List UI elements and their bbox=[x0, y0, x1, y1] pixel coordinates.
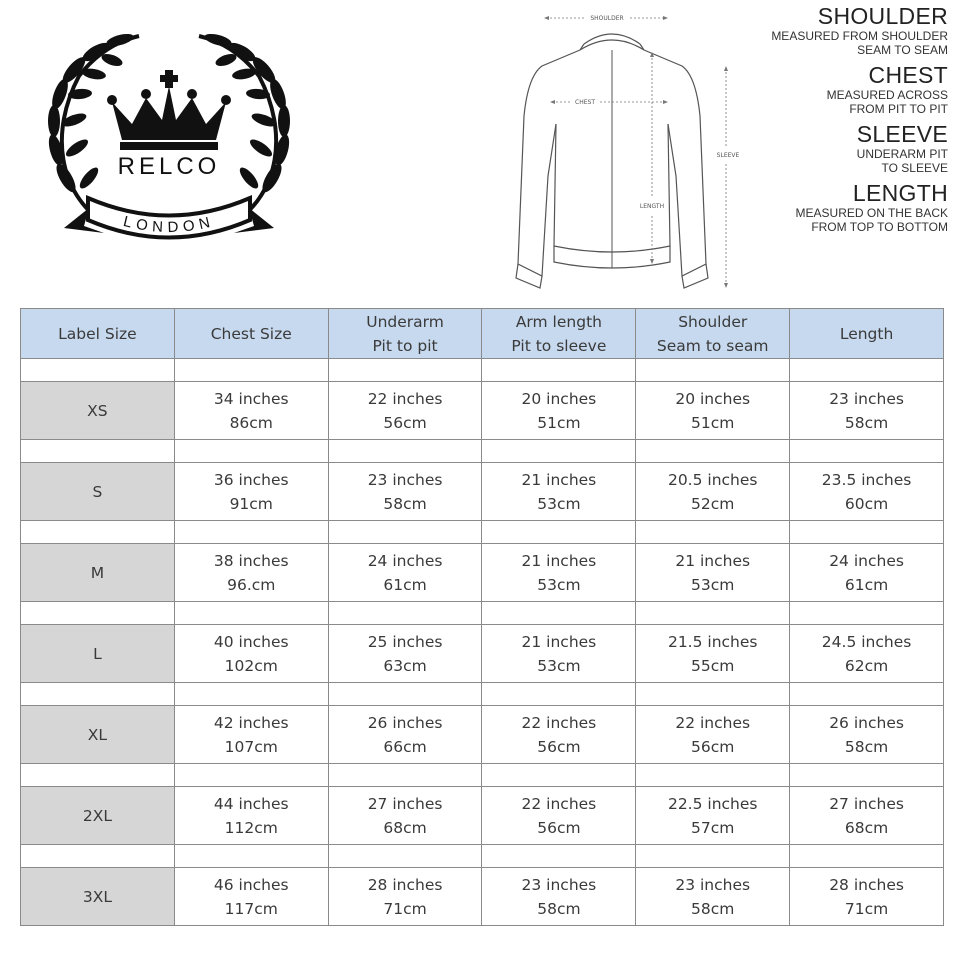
inches-value: 23.5 inches bbox=[821, 470, 912, 489]
measurement-cell bbox=[328, 463, 482, 521]
inches-value: 27 inches bbox=[829, 794, 904, 813]
spacer-cell bbox=[328, 359, 482, 382]
legend-title: SLEEVE bbox=[856, 121, 948, 147]
measurement-cell bbox=[174, 544, 328, 602]
brand-name: RELCO bbox=[117, 153, 221, 180]
spacer-cell bbox=[328, 440, 482, 463]
cm-value: 53cm bbox=[537, 575, 581, 594]
cm-value: 86cm bbox=[229, 413, 273, 432]
spacer-cell bbox=[790, 359, 944, 382]
diagram-chest-label: CHEST bbox=[575, 99, 595, 106]
spacer-cell bbox=[482, 602, 636, 625]
header-shoulder: Shoulder Seam to seam bbox=[636, 309, 790, 359]
spacer-cell bbox=[636, 521, 790, 544]
inches-value: 22 inches bbox=[367, 389, 443, 408]
measurement-cell bbox=[174, 706, 328, 764]
inches-value: 21 inches bbox=[521, 551, 597, 570]
measurement-cell bbox=[482, 787, 636, 845]
measurement-cell bbox=[174, 625, 328, 683]
inches-value: 23 inches bbox=[675, 875, 751, 894]
measurement-cell bbox=[790, 787, 944, 845]
measurement-cell bbox=[790, 868, 944, 926]
diagram-length-label: LENGTH bbox=[639, 203, 665, 210]
cm-value: 71cm bbox=[844, 899, 889, 918]
cm-value: 117cm bbox=[224, 899, 278, 918]
inches-value: 22 inches bbox=[521, 794, 597, 813]
spacer-cell bbox=[790, 521, 944, 544]
cm-value: 63cm bbox=[383, 656, 427, 675]
ribbon-banner bbox=[64, 198, 274, 238]
spacer-cell bbox=[21, 845, 175, 868]
measurement-cell bbox=[482, 625, 636, 683]
cm-value: 53cm bbox=[537, 656, 581, 675]
spacer-cell bbox=[174, 521, 328, 544]
measurement-cell bbox=[636, 868, 790, 926]
table-row bbox=[21, 625, 944, 683]
table-spacer-row bbox=[21, 845, 944, 868]
table-row bbox=[21, 706, 944, 764]
measurement-cell bbox=[482, 868, 636, 926]
inches-value: 22.5 inches bbox=[667, 794, 758, 813]
size-label-cell: S bbox=[21, 463, 175, 521]
legend-title: LENGTH bbox=[852, 180, 948, 206]
inches-value: 44 inches bbox=[213, 794, 289, 813]
inches-value: 20.5 inches bbox=[667, 470, 758, 489]
measurement-cell bbox=[482, 544, 636, 602]
inches-value: 20 inches bbox=[675, 389, 751, 408]
size-label-cell: M bbox=[21, 544, 175, 602]
inches-value: 20 inches bbox=[521, 389, 597, 408]
inches-value: 27 inches bbox=[367, 794, 443, 813]
spacer-cell bbox=[21, 521, 175, 544]
inches-value: 38 inches bbox=[213, 551, 289, 570]
measurement-cell bbox=[174, 787, 328, 845]
spacer-cell bbox=[174, 764, 328, 787]
measurement-cell bbox=[328, 868, 482, 926]
cm-value: 56cm bbox=[537, 737, 581, 756]
measurement-cell bbox=[636, 625, 790, 683]
legend-shoulder bbox=[688, 4, 948, 57]
size-label-cell: 3XL bbox=[21, 868, 175, 926]
legend-title: CHEST bbox=[868, 62, 948, 88]
measurement-cell bbox=[174, 382, 328, 440]
header-arm-length: Arm length Pit to sleeve bbox=[482, 309, 636, 359]
measurement-cell bbox=[636, 463, 790, 521]
table-row bbox=[21, 463, 944, 521]
cm-value: 58cm bbox=[537, 899, 581, 918]
spacer-cell bbox=[328, 602, 482, 625]
spacer-cell bbox=[636, 845, 790, 868]
brand-logo bbox=[44, 28, 294, 243]
measurement-legend bbox=[688, 4, 948, 240]
inches-value: 21.5 inches bbox=[667, 632, 758, 651]
table-row bbox=[21, 787, 944, 845]
legend-desc: UNDERARM PIT bbox=[856, 147, 948, 161]
cm-value: 62cm bbox=[844, 656, 889, 675]
inches-value: 24.5 inches bbox=[821, 632, 912, 651]
size-label-cell: L bbox=[21, 625, 175, 683]
inches-value: 23 inches bbox=[829, 389, 904, 408]
measurement-cell bbox=[790, 544, 944, 602]
spacer-cell bbox=[174, 602, 328, 625]
inches-value: 34 inches bbox=[213, 389, 289, 408]
measurement-cell bbox=[174, 868, 328, 926]
cm-value: 58cm bbox=[383, 494, 427, 513]
measurement-cell bbox=[790, 625, 944, 683]
legend-desc: SEAM TO SEAM bbox=[857, 43, 948, 57]
inches-value: 24 inches bbox=[829, 551, 904, 570]
cm-value: 107cm bbox=[224, 737, 278, 756]
diagram-sleeve-label: SLEEVE bbox=[716, 152, 740, 159]
measurement-cell bbox=[328, 382, 482, 440]
inches-value: 23 inches bbox=[367, 470, 443, 489]
cm-value: 52cm bbox=[691, 494, 735, 513]
spacer-cell bbox=[21, 683, 175, 706]
legend-desc: FROM PIT TO PIT bbox=[849, 102, 948, 116]
inches-value: 21 inches bbox=[675, 551, 751, 570]
spacer-cell bbox=[636, 683, 790, 706]
cm-value: 56cm bbox=[537, 818, 581, 837]
table-row bbox=[21, 544, 944, 602]
header-length: Length bbox=[790, 309, 944, 359]
measurement-cell bbox=[636, 382, 790, 440]
cm-value: 66cm bbox=[383, 737, 427, 756]
measurement-cell bbox=[482, 382, 636, 440]
spacer-cell bbox=[636, 359, 790, 382]
cm-value: 60cm bbox=[844, 494, 889, 513]
legend-desc: MEASURED FROM SHOULDER bbox=[771, 29, 948, 43]
cm-value: 61cm bbox=[844, 575, 889, 594]
inches-value: 21 inches bbox=[521, 632, 597, 651]
spacer-cell bbox=[482, 845, 636, 868]
spacer-cell bbox=[174, 845, 328, 868]
diagram-shoulder-label: SHOULDER bbox=[590, 15, 624, 22]
cm-value: 102cm bbox=[224, 656, 278, 675]
cm-value: 68cm bbox=[383, 818, 427, 837]
inches-value: 36 inches bbox=[213, 470, 289, 489]
table-spacer-row bbox=[21, 683, 944, 706]
inches-value: 25 inches bbox=[367, 632, 443, 651]
spacer-cell bbox=[482, 359, 636, 382]
legend-desc: MEASURED ON THE BACK bbox=[795, 206, 948, 220]
legend-sleeve bbox=[688, 122, 948, 175]
measurement-cell bbox=[636, 706, 790, 764]
measurement-cell bbox=[328, 706, 482, 764]
spacer-cell bbox=[328, 845, 482, 868]
size-label-cell: XS bbox=[21, 382, 175, 440]
spacer-cell bbox=[636, 602, 790, 625]
table-spacer-row bbox=[21, 602, 944, 625]
legend-length bbox=[688, 181, 948, 234]
spacer-cell bbox=[174, 683, 328, 706]
inches-value: 28 inches bbox=[829, 875, 904, 894]
cm-value: 51cm bbox=[691, 413, 735, 432]
table-header-row bbox=[21, 309, 944, 359]
cm-value: 51cm bbox=[537, 413, 581, 432]
legend-desc: MEASURED ACROSS bbox=[826, 88, 948, 102]
spacer-cell bbox=[174, 359, 328, 382]
legend-desc: FROM TOP TO BOTTOM bbox=[811, 220, 948, 234]
cm-value: 96.cm bbox=[227, 575, 276, 594]
inches-value: 42 inches bbox=[213, 713, 289, 732]
cm-value: 58cm bbox=[844, 737, 889, 756]
inches-value: 46 inches bbox=[213, 875, 289, 894]
size-label-cell: XL bbox=[21, 706, 175, 764]
spacer-cell bbox=[174, 440, 328, 463]
cm-value: 71cm bbox=[383, 899, 427, 918]
header-label-size: Label Size bbox=[21, 309, 175, 359]
spacer-cell bbox=[482, 521, 636, 544]
size-label-cell: 2XL bbox=[21, 787, 175, 845]
cm-value: 53cm bbox=[537, 494, 581, 513]
size-chart-table bbox=[20, 308, 944, 926]
inches-value: 24 inches bbox=[367, 551, 443, 570]
measurement-cell bbox=[790, 382, 944, 440]
brand-city: LONDON bbox=[121, 212, 217, 237]
cm-value: 57cm bbox=[691, 818, 735, 837]
inches-value: 22 inches bbox=[675, 713, 751, 732]
spacer-cell bbox=[482, 683, 636, 706]
measurement-cell bbox=[328, 787, 482, 845]
measurement-cell bbox=[482, 706, 636, 764]
spacer-cell bbox=[482, 440, 636, 463]
legend-title: SHOULDER bbox=[817, 3, 948, 29]
measurement-cell bbox=[790, 463, 944, 521]
spacer-cell bbox=[21, 764, 175, 787]
cm-value: 56cm bbox=[383, 413, 427, 432]
cm-value: 61cm bbox=[383, 575, 427, 594]
measurement-cell bbox=[790, 706, 944, 764]
spacer-cell bbox=[636, 764, 790, 787]
inches-value: 26 inches bbox=[829, 713, 904, 732]
spacer-cell bbox=[790, 440, 944, 463]
measurement-cell bbox=[636, 544, 790, 602]
cm-value: 56cm bbox=[691, 737, 735, 756]
cm-value: 55cm bbox=[691, 656, 735, 675]
measurement-cell bbox=[328, 625, 482, 683]
spacer-cell bbox=[21, 440, 175, 463]
spacer-cell bbox=[21, 359, 175, 382]
spacer-cell bbox=[328, 521, 482, 544]
cm-value: 58cm bbox=[691, 899, 735, 918]
measurement-cell bbox=[636, 787, 790, 845]
table-spacer-row bbox=[21, 440, 944, 463]
cm-value: 91cm bbox=[229, 494, 273, 513]
spacer-cell bbox=[636, 440, 790, 463]
spacer-cell bbox=[482, 764, 636, 787]
measurement-cell bbox=[174, 463, 328, 521]
inches-value: 21 inches bbox=[521, 470, 597, 489]
legend-desc: TO SLEEVE bbox=[881, 161, 948, 175]
spacer-cell bbox=[21, 602, 175, 625]
spacer-cell bbox=[328, 683, 482, 706]
cm-value: 68cm bbox=[844, 818, 889, 837]
inches-value: 26 inches bbox=[367, 713, 443, 732]
spacer-cell bbox=[328, 764, 482, 787]
table-row bbox=[21, 382, 944, 440]
cm-value: 58cm bbox=[844, 413, 889, 432]
inches-value: 23 inches bbox=[521, 875, 597, 894]
spacer-cell bbox=[790, 845, 944, 868]
inches-value: 28 inches bbox=[367, 875, 443, 894]
cm-value: 112cm bbox=[224, 818, 278, 837]
spacer-cell bbox=[790, 602, 944, 625]
measurement-cell bbox=[328, 544, 482, 602]
measurement-cell bbox=[482, 463, 636, 521]
crown-icon bbox=[107, 70, 231, 150]
table-spacer-row bbox=[21, 521, 944, 544]
cm-value: 53cm bbox=[691, 575, 735, 594]
spacer-cell bbox=[790, 764, 944, 787]
header-underarm: Underarm Pit to pit bbox=[328, 309, 482, 359]
table-spacer-row bbox=[21, 764, 944, 787]
legend-chest bbox=[688, 63, 948, 116]
inches-value: 22 inches bbox=[521, 713, 597, 732]
table-spacer-row bbox=[21, 359, 944, 382]
header-chest-size: Chest Size bbox=[174, 309, 328, 359]
table-row bbox=[21, 868, 944, 926]
spacer-cell bbox=[790, 683, 944, 706]
inches-value: 40 inches bbox=[213, 632, 289, 651]
